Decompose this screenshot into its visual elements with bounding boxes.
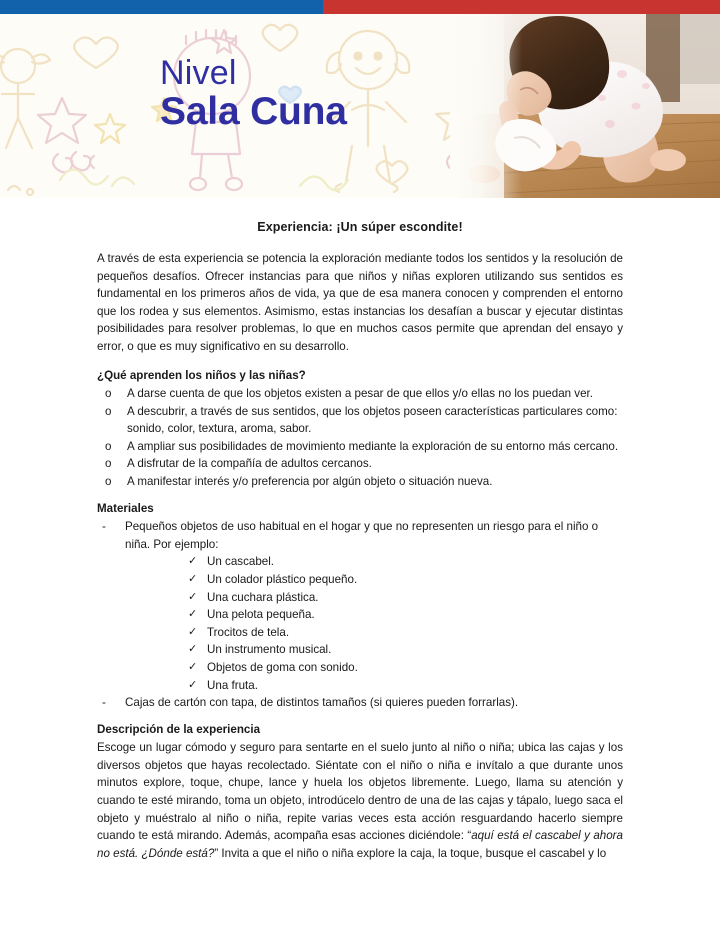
check-bullet-icon: ✓	[188, 660, 198, 673]
description-quote: aquí está el cascabel y ahora no está. ¿Dónde está?	[97, 829, 623, 860]
dash-bullet-icon: -	[102, 520, 106, 534]
topbar-blue-segment	[0, 0, 323, 14]
banner-title-line1: Nivel	[160, 54, 237, 92]
description-text-part2: ” Invita a que el niño o niña explore la caja, la toque, busque el cascabel y lo	[214, 846, 607, 860]
list-item	[97, 403, 623, 438]
list-item-text: Cajas de cartón con tapa, de distintos tamaños (si quieres pueden forrarlas).	[125, 696, 519, 710]
banner-title-line2: Sala Cuna	[160, 90, 347, 133]
list-item	[125, 553, 623, 571]
list-item-text: A descubrir, a través de sus sentidos, que los objetos poseen características particulares como: sonido, color, textura, aroma, sabor.	[127, 404, 618, 436]
list-item	[97, 518, 623, 694]
list-item	[125, 589, 623, 607]
materials-section-heading: Materiales	[97, 501, 154, 515]
description-section-heading: Descripción de la experiencia	[97, 722, 261, 736]
experience-title: Experiencia: ¡Un súper escondite!	[257, 220, 463, 234]
banner-title	[160, 56, 347, 131]
list-item-text: A manifestar interés y/o preferencia por algún objeto o situación nueva.	[127, 475, 493, 489]
learn-list	[97, 385, 623, 491]
list-item	[125, 641, 623, 659]
list-item	[97, 473, 623, 491]
list-item-text: A ampliar sus posibilidades de movimiento mediante la exploración de su entorno más cercano.	[127, 439, 619, 453]
check-bullet-icon: ✓	[188, 643, 198, 656]
list-item-text: Una pelota pequeña.	[207, 608, 315, 622]
check-bullet-icon: ✓	[188, 608, 198, 621]
list-item-text: Trocitos de tela.	[207, 625, 290, 639]
document-body	[0, 198, 720, 862]
list-item-text: Una fruta.	[207, 678, 258, 692]
banner-photo	[450, 14, 720, 198]
list-item	[125, 659, 623, 677]
list-item-text: Objetos de goma con sonido.	[207, 660, 358, 674]
list-item	[125, 606, 623, 624]
check-bullet-icon: ✓	[188, 555, 198, 568]
list-item-text: Un instrumento musical.	[207, 643, 332, 657]
circle-bullet-icon: o	[105, 475, 112, 489]
top-color-bar	[0, 0, 720, 14]
list-item-text: Un cascabel.	[207, 555, 275, 569]
learn-section-heading: ¿Qué aprenden los niños y las niñas?	[97, 368, 306, 382]
list-item-text: A darse cuenta de que los objetos existen a pesar de que ellos y/o ellas no los puedan ver.	[127, 387, 593, 401]
circle-bullet-icon: o	[105, 404, 112, 418]
list-item-text: Pequeños objetos de uso habitual en el hogar y que no representen un riesgo para el niño o niña. Por ejemplo:	[125, 520, 599, 551]
list-item-text: Un colador plástico pequeño.	[207, 572, 358, 586]
list-item	[125, 677, 623, 695]
circle-bullet-icon: o	[105, 387, 112, 401]
list-item	[97, 385, 623, 403]
check-bullet-icon: ✓	[188, 572, 198, 585]
materials-examples-list	[125, 553, 623, 694]
circle-bullet-icon: o	[105, 439, 112, 453]
check-bullet-icon: ✓	[188, 678, 198, 691]
list-item	[125, 571, 623, 589]
list-item	[97, 438, 623, 456]
check-bullet-icon: ✓	[188, 625, 198, 638]
photo-fade-overlay	[450, 14, 522, 198]
list-item	[125, 624, 623, 642]
list-item-text: A disfrutar de la compañía de adultos cercanos.	[127, 457, 372, 471]
description-text-part1: Escoge un lugar cómodo y seguro para sentarte en el suelo junto al niño o niña; ubica las cajas y los diversos objetos que hayas recolectado. Siéntate con el niño o niña e invítalo a que durante unos minutos explore, toque, chupe, lance y huela los objetos libremente. Luego, llama su atención y cuando te esté mirando, toma un objeto, introdúcelo dentro de una de las cajas y tápalo, luego saca el objeto y muéstralo al niño o niña, repite varias veces esta acción resguardando hacerlo siempre cuando te está mirando. Además, acompaña esas acciones diciéndole: “	[97, 741, 623, 843]
list-item	[97, 694, 623, 712]
circle-bullet-icon: o	[105, 457, 112, 471]
page-banner	[0, 14, 720, 198]
dash-bullet-icon: -	[102, 696, 106, 710]
list-item	[97, 455, 623, 473]
list-item-text: Una cuchara plástica.	[207, 590, 319, 604]
topbar-red-segment	[323, 0, 720, 14]
materials-list	[97, 518, 623, 712]
check-bullet-icon: ✓	[188, 590, 198, 603]
intro-paragraph: A través de esta experiencia se potencia la exploración mediante todos los sentidos y la resolución de pequeños desafíos. Ofrecer instancias para que niños y niñas exploren utilizando sus sentidos es fundamental en los primeros años de vida, ya que de esa manera conocen y comprenden el entorno que los rodea y sus elementos. Asimismo, estas instancias los desafían a buscar y ejecutar distintas posibilidades para resolver problemas, lo que en muchos casos permite que aprendan del ensayo y error, o que es muy significativo en su desarrollo.	[97, 252, 623, 354]
description-paragraph	[97, 739, 623, 862]
